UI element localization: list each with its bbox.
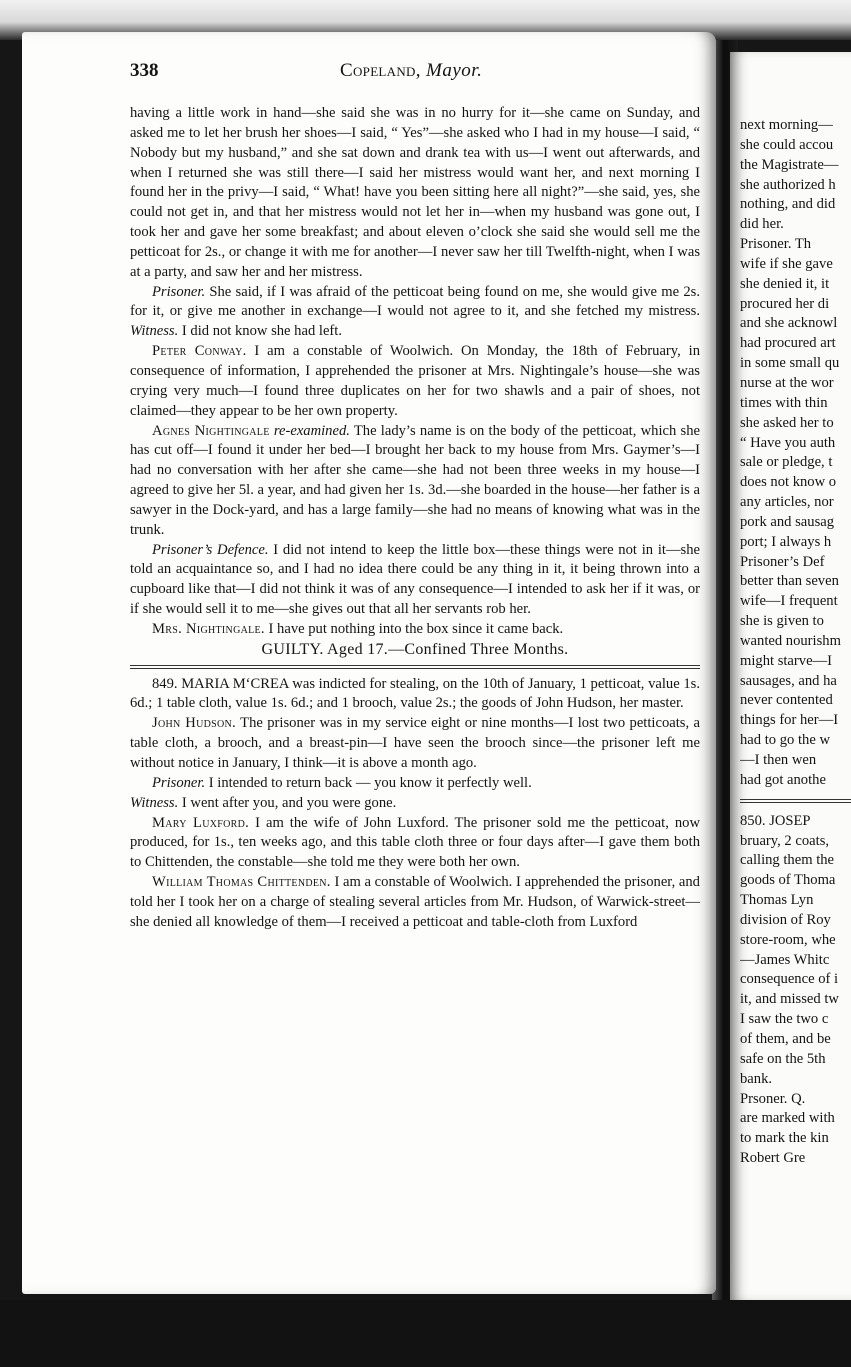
- witness-name: Agnes Nightingale: [152, 422, 270, 439]
- paragraph-prisoner-reply: [130, 774, 700, 794]
- statement-text: I went after you, and you were gone.: [178, 794, 397, 811]
- fragment-line: the Magistrate—: [740, 156, 839, 173]
- fragment-line: Thomas Lyn: [740, 892, 814, 909]
- paragraph-witness-reply: [130, 794, 700, 814]
- fragment-line: calling them the: [740, 852, 835, 869]
- witness-name: Mrs. Nightingale.: [152, 620, 265, 637]
- fragment-line: any articles, nor: [740, 494, 834, 511]
- header-name: Copeland,: [340, 60, 421, 81]
- witness-name: Peter Conway.: [152, 343, 247, 360]
- fragment-line: goods of Thoma: [740, 872, 836, 889]
- statement-text: The prisoner was in my service eight or nine months—I lost two petticoats, a table cloth, a brooch, and a breast-pin—I have seen the brooch since—the prisoner left me without notice in January, I think—it is above a month ago.: [130, 715, 700, 771]
- fragment-line: it, and missed tw: [740, 991, 839, 1008]
- paragraph-mrs-nightingale: [130, 620, 700, 640]
- fragment-line: to mark the kin: [740, 1130, 829, 1147]
- header-title: [340, 60, 482, 82]
- fragment-line: sausages, and ha: [740, 672, 837, 689]
- fragment-line: store-room, whe: [740, 931, 836, 948]
- fragment-line: did her.: [740, 216, 784, 233]
- fragment-line: wife if she gave: [740, 255, 833, 272]
- statement-text: I did not know she had left.: [178, 323, 342, 340]
- fragment-line: better than seven: [740, 573, 839, 590]
- fragment-line: she is given to: [740, 613, 824, 630]
- speaker-label: re-examined.: [269, 422, 350, 439]
- fragment-line: of them, and be: [740, 1030, 831, 1047]
- paragraph-john-hudson: [130, 714, 700, 774]
- fragment-line: never contented: [740, 692, 833, 709]
- fragment-line: she denied it, it: [740, 275, 830, 292]
- fragment-line: does not know o: [740, 474, 837, 491]
- fragment-line: bank.: [740, 1070, 773, 1087]
- statement-text: I am a constable of Woolwich. I apprehended the prisoner, and told her I took her on a charge of stealing several articles from Mr. Hudson, of Warwick-street—she denied all knowledge of them—I received a petticoat and table-cloth from Luxford: [130, 874, 700, 930]
- fragment-line: things for her—I: [740, 712, 839, 729]
- statement-text: The lady’s name is on the body of the petticoat, which she has cut off—I found it under her bed—I brought her back to my house from Mrs. Gaymer’s—I had no conversation with her after she came—she had not been three weeks in my house—I agreed to give her 5l. a year, and had given her 1s. 3d.—she boarded in the house—her father is a sawyer in the Dock-yard, and has a large family—she had no means of knowing what was in the trunk.: [130, 422, 700, 538]
- scan-background-bottom: [0, 1300, 851, 1367]
- fragment-line: division of Roy: [740, 911, 831, 928]
- statement-text: I am the wife of John Luxford. The prisoner sold me the petticoat, now produced, for 1s., ten weeks ago, and this table cloth three or four days after—I gave them both to Chittenden, the constable—she told me they were both her own.: [130, 814, 700, 871]
- fragment-line: consequence of i: [740, 971, 839, 988]
- fragment-line: Prisoner. Th: [740, 236, 812, 253]
- fragment-line: —James Whitc: [740, 951, 830, 968]
- fragment-line: wife—I frequent: [740, 593, 838, 610]
- running-head: [130, 60, 690, 90]
- fragment-line: port; I always h: [740, 533, 832, 550]
- fragment-line: —I then wen: [740, 752, 817, 768]
- paragraph-prisoner-statement: [130, 283, 700, 343]
- fragment-line: I saw the two c: [740, 1011, 829, 1028]
- fragment-line: 850. JOSEP: [740, 812, 811, 829]
- fragment-line: times with thin: [740, 394, 828, 411]
- fragment-line: had to go the w: [740, 732, 830, 749]
- witness-name: John Hudson.: [152, 715, 236, 732]
- fragment-line: in some small qu: [740, 355, 840, 372]
- fragment-line: nurse at the wor: [740, 374, 834, 391]
- statement-text: I intended to return back — you know it perfectly well.: [205, 774, 532, 791]
- paragraph-testimony-continued: having a little work in hand—she said she was in no hurry for it—she came on Sunday, and asked me to let her brush her shoes—I said, “ Yes”—she asked who I had in my house—I said, “ Nobody but my husband,” and she sat down and drank tea with us—I went out afterwards, and when I returned she was still there—I said her mistress would want her, and next morning I found her in the privy—I said, “ What! have you been sitting here all night?”—she said, yes, she could not get in, and that her mistress would not let her in—when my husband was gone out, I took her and gave her some breakfast; and about eleven o’clock she said she would sell me the petticoat for 2s., or change it with me for another—I never saw her till Twelfth-night, when I was at a party, and saw her and her mistress.: [130, 105, 700, 280]
- fragment-line: might starve—I: [740, 652, 833, 669]
- fragment-line: are marked with: [740, 1110, 835, 1127]
- header-suffix: Mayor.: [426, 60, 483, 81]
- fragment-line: she asked her to: [740, 414, 834, 431]
- fragment-line: Prisoner’s Def: [740, 553, 825, 570]
- fragment-line: nothing, and did: [740, 196, 836, 213]
- statement-text: I did not intend to keep the little box—these things were not in it—she told an acquaintance so, and I had no idea there could be any thing in it, it being thrown into a cupboard like that—I did not think it was of any consequence—I intended to ask her if it was, or if she would sell it to me—she gives out that all her servants rob her.: [130, 541, 700, 618]
- fragment-line: Robert Gre: [740, 1150, 806, 1167]
- paragraph-peter-conway: [130, 342, 700, 421]
- fragment-line: procured her di: [740, 295, 830, 312]
- verdict-line: GUILTY. Aged 17.—Confined Three Months.: [261, 640, 569, 658]
- speaker-label: Prisoner.: [152, 283, 206, 300]
- paragraph-mary-luxford: [130, 814, 700, 874]
- witness-name: Mary Luxford.: [152, 814, 250, 831]
- fragment-line: had procured art: [740, 335, 836, 352]
- speaker-label: Witness.: [130, 323, 179, 340]
- case-divider: [130, 665, 700, 669]
- fragment-line: had got anothe: [740, 771, 826, 788]
- witness-name: William Thomas Chittenden.: [152, 874, 331, 891]
- fragment-line: pork and sausag: [740, 513, 835, 530]
- paragraph-prisoner-defence: [130, 541, 700, 620]
- statement-text: I am a constable of Woolwich. On Monday, the 18th of February, in consequence of information, I apprehended the prisoner at Mrs. Nightingale’s house—she was crying very much—I found three duplicates on her for two shawls and a pair of shoes, not claimed—they appear to be her own property.: [130, 343, 701, 419]
- page-body: [130, 104, 700, 933]
- fragment-line: next morning—: [740, 117, 833, 133]
- right-page-fragment: [730, 52, 851, 1300]
- left-page: [22, 32, 716, 1294]
- right-page-text: [740, 116, 851, 1169]
- speaker-label: Prisoner.: [152, 774, 206, 791]
- fragment-case-divider: [740, 799, 851, 803]
- statement-text: I have put nothing into the box since it came back.: [264, 620, 564, 637]
- fragment-line: safe on the 5th: [740, 1050, 826, 1067]
- fragment-line: “ Have you auth: [740, 434, 836, 451]
- fragment-line: Prsoner. Q.: [740, 1090, 806, 1107]
- page-number: 338: [130, 60, 159, 81]
- fragment-line: bruary, 2 coats,: [740, 832, 830, 849]
- fragment-line: and she acknowl: [740, 315, 838, 332]
- paragraph-agnes-nightingale: [130, 422, 700, 541]
- fragment-line: she could accou: [740, 136, 834, 153]
- speaker-label: Prisoner’s Defence.: [152, 541, 269, 558]
- paragraph-william-chittenden: [130, 873, 700, 933]
- fragment-line: sale or pledge, t: [740, 454, 833, 471]
- speaker-label: Witness.: [130, 794, 179, 811]
- fragment-line: she authorized h: [740, 176, 836, 193]
- statement-text: She said, if I was afraid of the petticoat being found on me, she would give me 2s. for it, or give me another in exchange—I would not agree to it, and she fetched my mistress.: [130, 283, 700, 320]
- fragment-line: wanted nourishm: [740, 632, 841, 649]
- paragraph-indictment-849: 849. MARIA M‘CREA was indicted for stealing, on the 10th of January, 1 petticoat, value 1s. 6d.; 1 table cloth, value 1s. 6d.; and 1 brooch, value 2s.; the goods of John Hudson, her master.: [130, 675, 700, 712]
